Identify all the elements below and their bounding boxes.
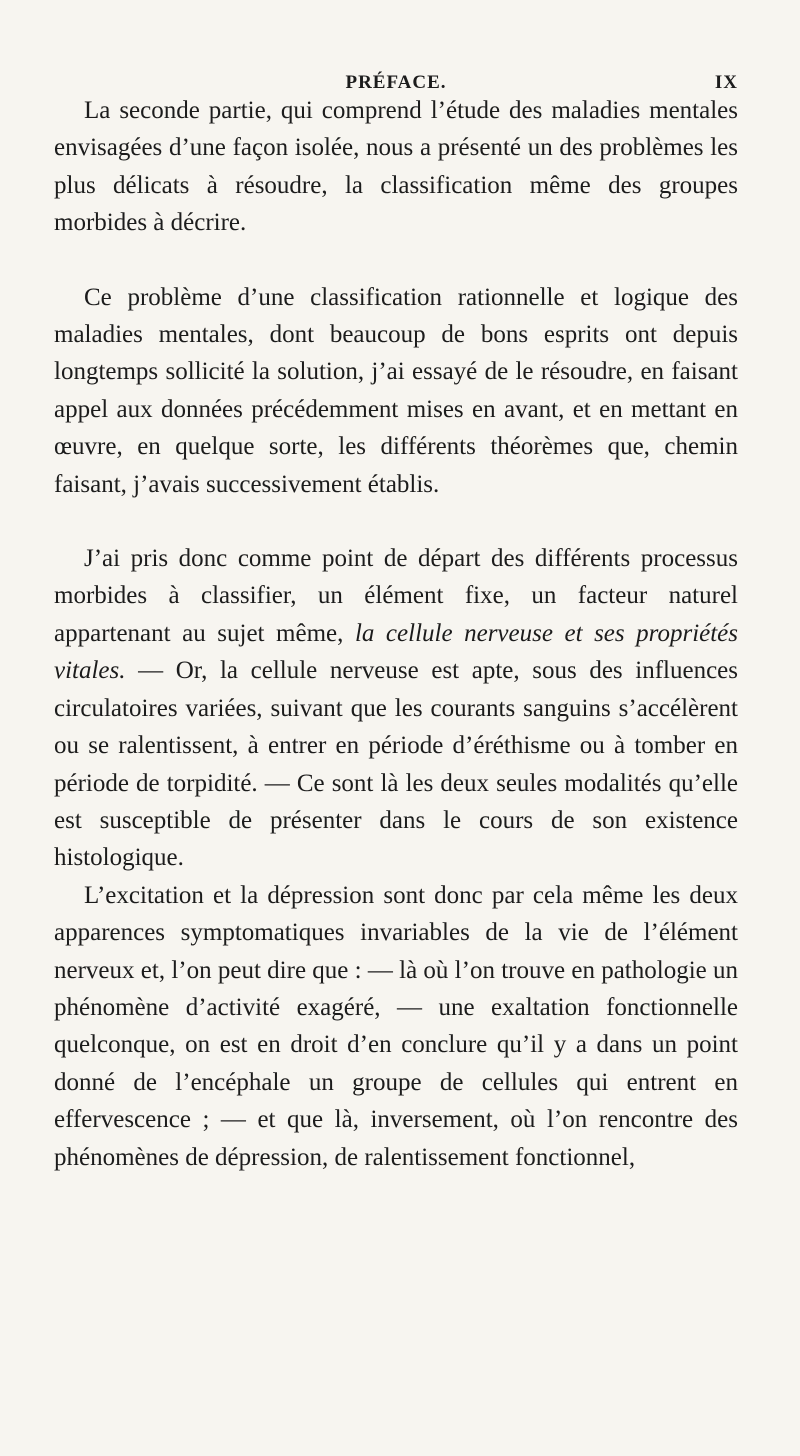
paragraph-text: J’ai pris donc comme point de départ des différents processus morbides à classifier, un élément fixe, un facteur naturel appartenant au sujet même, xyxy=(54,545,738,647)
paragraph-text: Ce problème d’une classification rationnelle et logique des maladies mentales, dont beaucoup de bons esprits ont depuis longtemps sollicité la solution, j’ai essayé de le résoudre, en faisant appel aux données précédemment mises en avant, et en mettant en œuvre, en quelque sorte, les différents théorèmes que, chemin faisant, j’avais successivement établis. xyxy=(54,283,738,498)
paragraph-text: La seconde partie, qui comprend l’étude des maladies mentales envisagées d’une façon isolée, nous a présenté un des problèmes les plus délicats à résoudre, la classification même des groupes morbides à décrire. xyxy=(54,97,738,237)
paragraph-2 xyxy=(54,279,738,503)
chapter-title: PRÉFACE. xyxy=(345,72,447,93)
paragraph-text: — Or, la cellule nerveuse est apte, sous des influences circulatoires variées, suivant que les courants sanguins s’accélèrent ou se ralentissent, à entrer en période d’éréthisme ou à tomber en période de torpidité. — Ce sont là les deux seules modalités qu’elle est susceptible de présenter dans le cours de son existence histologique. xyxy=(54,657,738,872)
paragraph-1 xyxy=(54,92,738,242)
paragraph-4 xyxy=(54,877,738,1176)
page-number: IX xyxy=(714,72,738,93)
paragraph-text: L’excitation et la dépression sont donc par cela même les deux apparences symptomatiques invariables de la vie de l’élément nerveux et, l’on peut dire que : — là où l’on trouve en pathologie un phénomène d’activité exagéré, — une exaltation fonctionnelle quelconque, on est en droit d’en conclure qu’il y a dans un point donné de l’encéphale un groupe de cellules qui entrent en effervescence ; — et que là, inversement, où l’on rencontre des phénomènes de dépression, de ralentissement fonctionnel, xyxy=(54,881,738,1171)
italic-phrase: la cellule nerveuse et ses propriétés vitales. xyxy=(54,619,739,685)
paragraph-3 xyxy=(54,540,738,877)
body-text xyxy=(54,92,738,1176)
